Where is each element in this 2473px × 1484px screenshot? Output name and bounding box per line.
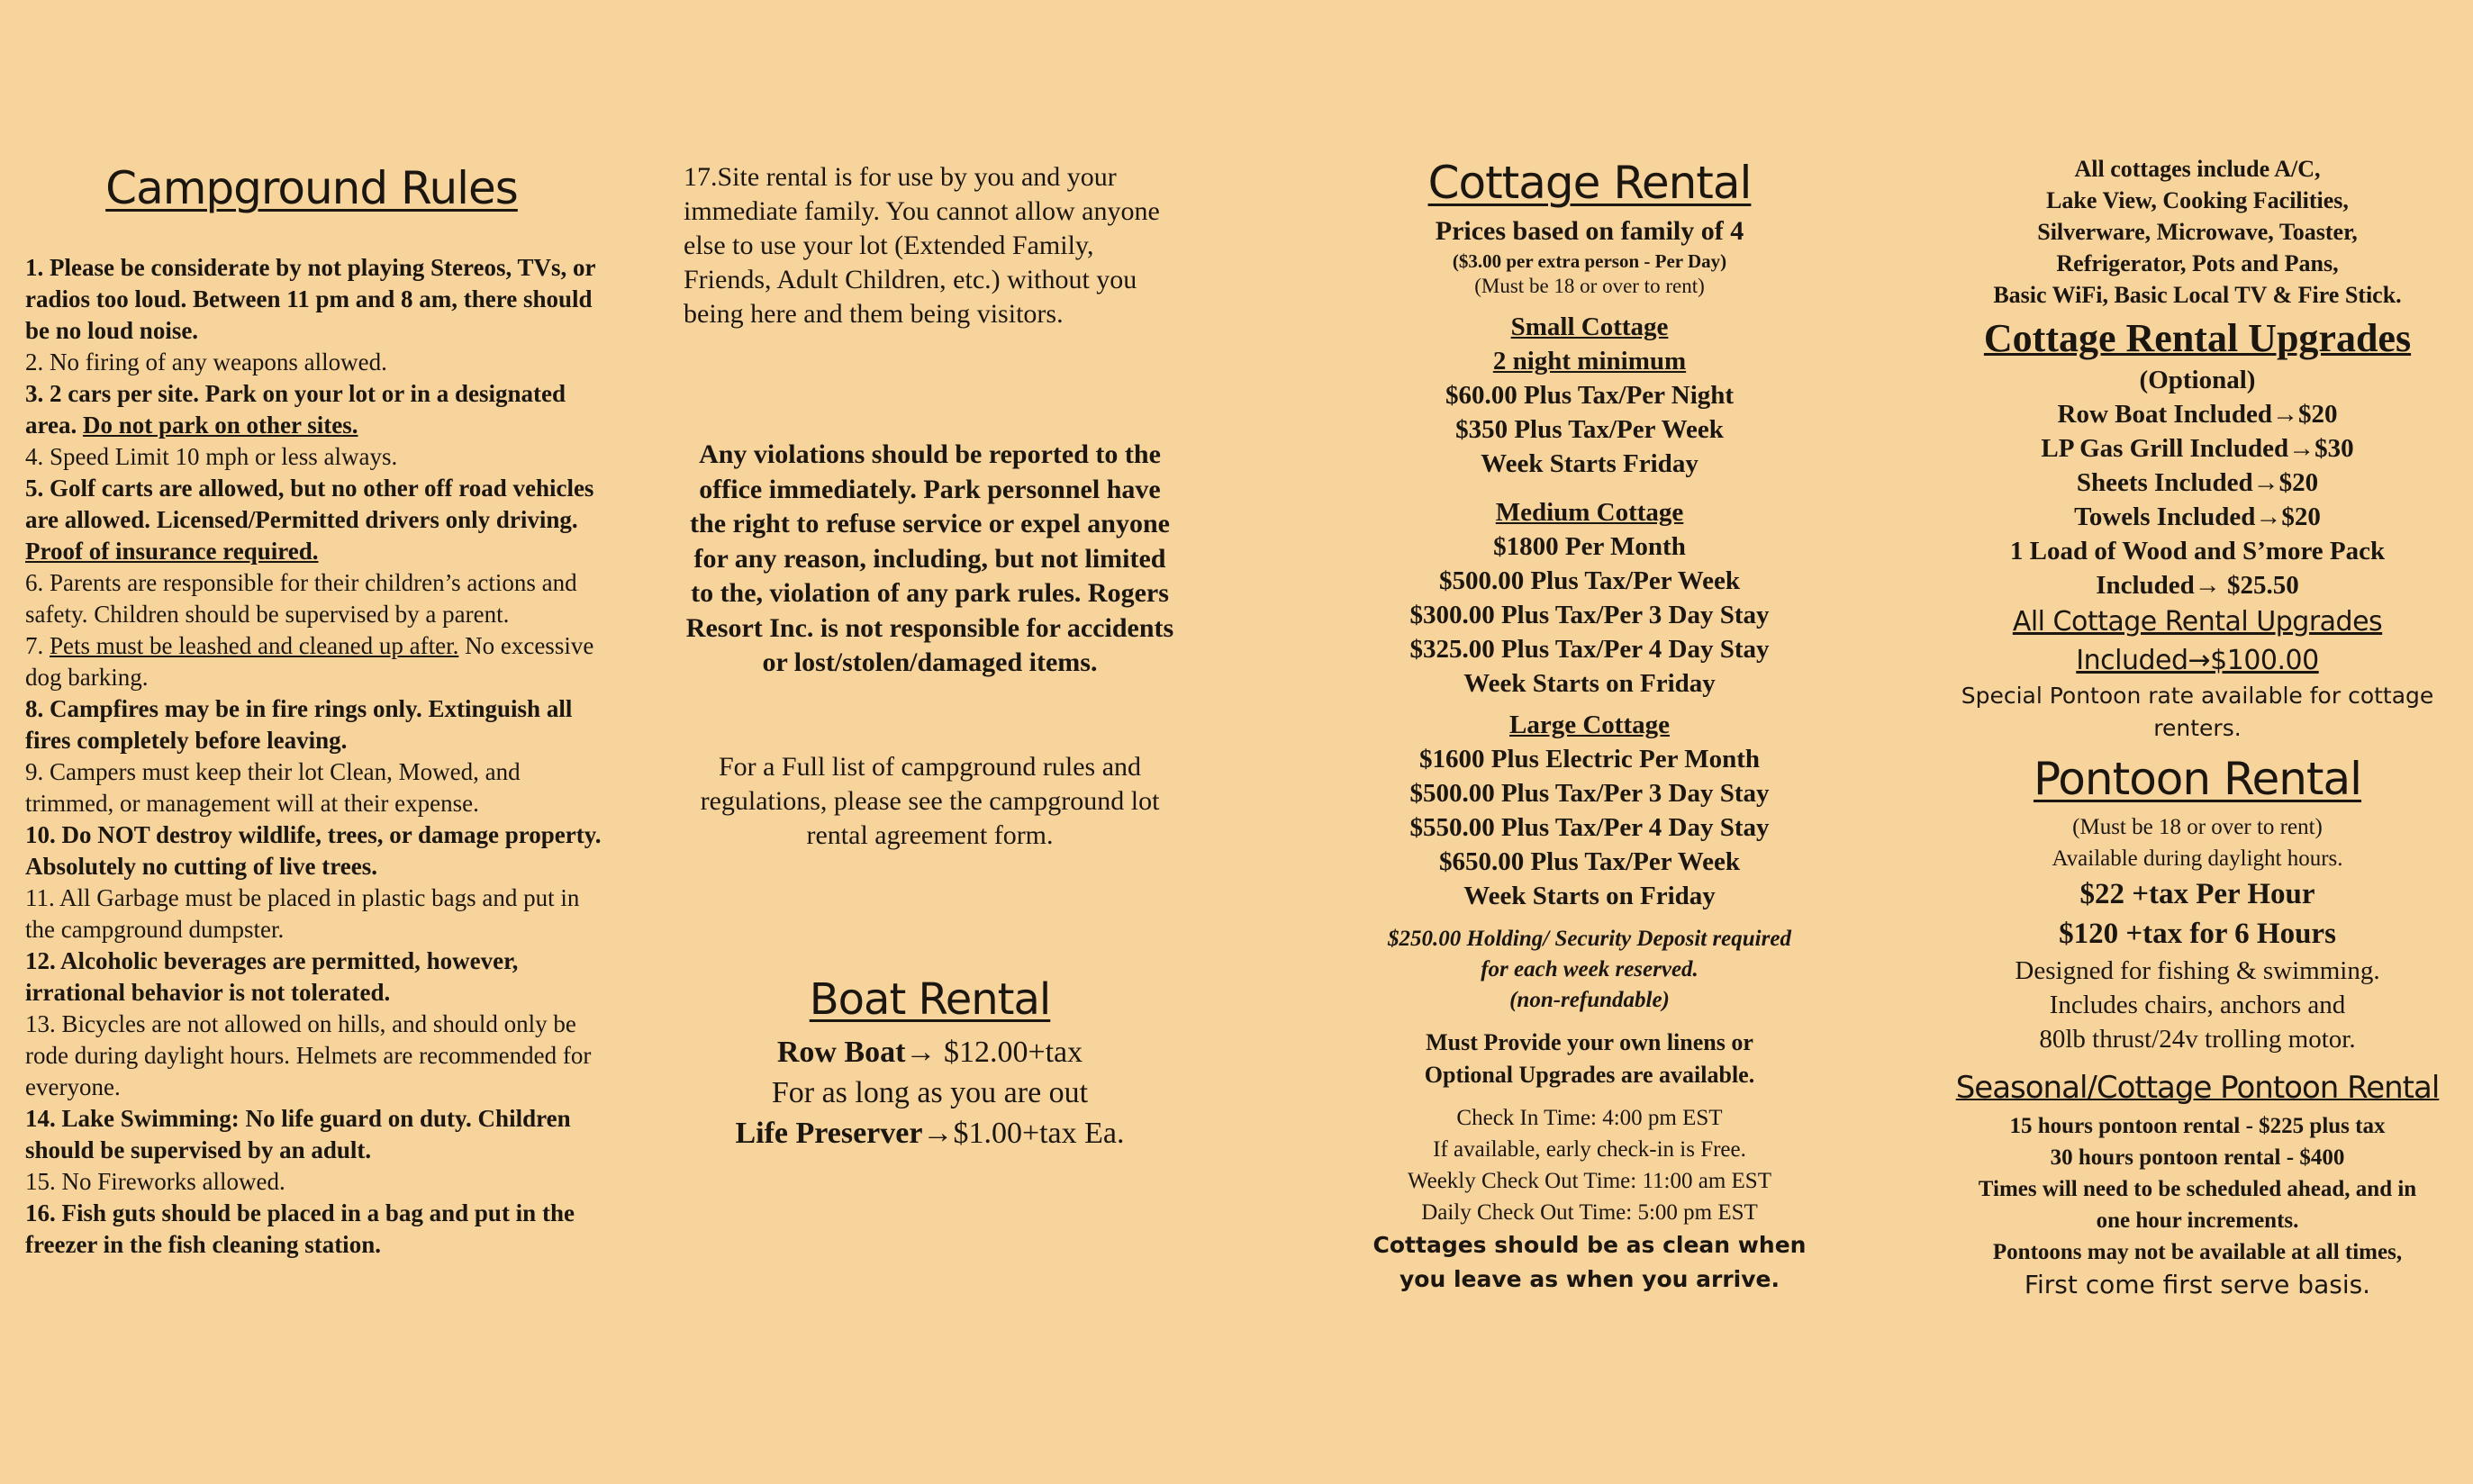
violations-notice: Any violations should be reported to the office immediately. Park personnel have the right to refuse service or expel anyone for any reason, including, but not limited to the, violation of any park rules. Rogers Resort Inc. is not responsible for accidents or lost/stolen/damaged items.: [685, 439, 1174, 677]
rule-17: 17.Site rental is for use by you and your immediate family. You cannot allow anyone else to use your lot (Extended Family, Friends, Adult Children, etc.) without you being here and them being visitors.: [684, 162, 1160, 329]
boat-rental-section: [680, 973, 1180, 1154]
rule-item: [25, 1103, 611, 1166]
rule-item: [25, 1198, 611, 1261]
medium-cottage-section: [1355, 495, 1824, 701]
rule-text: 11. All Garbage must be placed in plastic bags and put in the campground dumpster.: [25, 884, 580, 943]
rule-text: 8. Campfires may be in fire rings only. Extinguish all fires completely before leaving.: [25, 695, 573, 754]
rule-text: 14. Lake Swimming: No life guard on duty. Children should be supervised by an adult.: [25, 1105, 571, 1163]
rules-list: [25, 252, 611, 1261]
cleanliness-note: [1355, 1228, 1824, 1297]
deposit-line: $250.00 Holding/ Security Deposit required: [1388, 927, 1791, 951]
price-line: $500.00 Plus Tax/Per 3 Day Stay: [1409, 779, 1770, 808]
rule-text: 1. Please be considerate by not playing Stereos, TVs, or radios too loud. Between 11 pm and 8 am, there should be no loud noise.: [25, 254, 595, 344]
special-line: renters.: [2153, 715, 2242, 741]
cottage-rental-title: Cottage Rental: [1427, 157, 1752, 209]
rule-item: [25, 819, 611, 882]
rule-text: 2. No firing of any weapons allowed.: [25, 348, 387, 376]
pontoon-rental-title: Pontoon Rental: [2033, 753, 2362, 805]
rule-text: 7.: [25, 632, 50, 659]
rule-item: [25, 1009, 611, 1103]
rule-item: [25, 347, 611, 378]
amenity-line: Lake View, Cooking Facilities,: [2046, 187, 2349, 213]
age-requirement: (Must be 18 or over to rent): [1474, 275, 1705, 297]
rule-text: 3. 2 cars per site. Park on your lot or in a designated area.: [25, 380, 566, 439]
deposit-line: for each week reserved.: [1481, 957, 1698, 982]
seasonal-pontoon-title: Seasonal/Cottage Pontoon Rental: [1955, 1070, 2440, 1106]
rule-text: 4. Speed Limit 10 mph or less always.: [25, 443, 398, 470]
rule-text: Pets must be leashed and cleaned up after.: [50, 632, 459, 659]
large-cottage-section: [1355, 708, 1824, 913]
price-line: $350 Plus Tax/Per Week: [1455, 415, 1724, 444]
time-line: Daily Check Out Time: 5:00 pm EST: [1421, 1200, 1758, 1225]
time-line: If available, early check-in is Free.: [1433, 1137, 1746, 1162]
upgrade-item: LP Gas Grill Included→$30: [2041, 434, 2354, 463]
seasonal-pontoon-details: [1923, 1110, 2472, 1268]
medium-cottage-prices: [1355, 529, 1824, 701]
rule-item: [25, 378, 611, 441]
special-line: Special Pontoon rate available for cottage: [1961, 683, 2434, 709]
rule-item: [25, 756, 611, 819]
rule-item: [25, 693, 611, 756]
life-preserver-label: Life Preserver→: [735, 1117, 954, 1150]
medium-cottage-title: Medium Cottage: [1495, 498, 1684, 527]
rule-text: 9. Campers must keep their lot Clean, Mowed, and trimmed, or management will at their expense.: [25, 758, 521, 817]
row-boat-line: [680, 1032, 1180, 1072]
linens-note: [1355, 1027, 1824, 1091]
upgrade-items: [1923, 397, 2472, 602]
pontoon-availability: Available during daylight hours.: [2052, 846, 2343, 871]
rule-item: [25, 1166, 611, 1198]
rule-text: No excessive dog barking.: [25, 632, 594, 691]
upgrades-title: Cottage Rental Upgrades: [1983, 316, 2412, 360]
upgrade-item: 1 Load of Wood and S’more Pack: [2009, 537, 2386, 566]
large-cottage-prices: [1355, 742, 1824, 913]
amenity-line: Refrigerator, Pots and Pans,: [2056, 250, 2339, 276]
seasonal-line: Pontoons may not be available at all times,: [1992, 1240, 2403, 1264]
extra-person-note: ($3.00 per extra person - Per Day): [1452, 250, 1727, 272]
seasonal-line: 30 hours pontoon rental - $400: [2050, 1145, 2345, 1170]
campground-rules-title: Campground Rules: [105, 162, 518, 214]
price-line: Week Starts Friday: [1481, 449, 1698, 478]
pontoon-description: [1923, 954, 2472, 1056]
time-line: Weekly Check Out Time: 11:00 am EST: [1408, 1169, 1771, 1193]
row-boat-price: $12.00+tax: [936, 1036, 1083, 1069]
large-cottage-title: Large Cottage: [1509, 710, 1670, 739]
special-pontoon-note: [1923, 680, 2472, 745]
rule-item: [25, 536, 611, 567]
price-line: $500.00 Plus Tax/Per Week: [1438, 566, 1741, 595]
rule-item: [25, 882, 611, 946]
rule-text: 15. No Fireworks allowed.: [25, 1168, 285, 1195]
upgrade-item: Included→ $25.50: [2096, 571, 2299, 600]
pontoon-desc-line: 80lb thrust/24v trolling motor.: [2039, 1025, 2356, 1054]
small-cottage-minimum: 2 night minimum: [1492, 347, 1687, 376]
row-boat-note: For as long as you are out: [771, 1076, 1089, 1109]
rule-item: [25, 630, 611, 693]
rule-text: 13. Bicycles are not allowed on hills, and should only be rode during daylight hours. Helmets are recommended for everyone.: [25, 1010, 592, 1100]
first-come-note: First come first serve basis.: [2024, 1270, 2371, 1299]
rule-text: 16. Fish guts should be placed in a bag and put in the freezer in the fish cleaning station.: [25, 1199, 575, 1258]
price-line: $1600 Plus Electric Per Month: [1418, 745, 1760, 774]
clean-line: you leave as when you arrive.: [1400, 1266, 1780, 1292]
pontoon-hourly: $22 +tax Per Hour: [2079, 878, 2315, 910]
check-times: [1355, 1102, 1824, 1228]
small-cottage-prices: [1355, 378, 1824, 481]
price-line: $60.00 Plus Tax/Per Night: [1445, 381, 1735, 410]
pontoon-desc-line: Includes chairs, anchors and: [2049, 991, 2346, 1019]
pontoon-desc-line: Designed for fishing & swimming.: [2015, 956, 2380, 985]
amenity-line: Silverware, Microwave, Toaster,: [2037, 219, 2358, 245]
amenity-line: All cottages include A/C,: [2074, 156, 2321, 182]
rule-item: [25, 252, 611, 347]
rule-text: 12. Alcoholic beverages are permitted, however, irrational behavior is not tolerated.: [25, 947, 519, 1006]
boat-rental-title: Boat Rental: [809, 974, 1051, 1025]
upgrade-item: Row Boat Included→$20: [2057, 400, 2338, 429]
upgrade-item: Towels Included→$20: [2074, 502, 2321, 531]
pontoon-age: (Must be 18 or over to rent): [2072, 815, 2323, 839]
upgrades-optional: (Optional): [2139, 366, 2256, 394]
family-pricing: Prices based on family of 4: [1435, 216, 1744, 246]
price-line: Week Starts on Friday: [1463, 669, 1716, 698]
rule-item: [25, 946, 611, 1009]
price-line: $650.00 Plus Tax/Per Week: [1438, 847, 1741, 876]
price-line: $325.00 Plus Tax/Per 4 Day Stay: [1409, 635, 1770, 664]
amenity-line: Basic WiFi, Basic Local TV & Fire Stick.: [1993, 282, 2402, 308]
rule-text: 5. Golf carts are allowed, but no other off road vehicles are allowed. Licensed/Permitted drivers only driving.: [25, 475, 594, 533]
price-line: $300.00 Plus Tax/Per 3 Day Stay: [1409, 601, 1770, 629]
small-cottage-title: Small Cottage: [1510, 312, 1669, 341]
deposit-note: [1355, 924, 1824, 1016]
rule-text: Proof of insurance required.: [25, 538, 319, 565]
time-line: Check In Time: 4:00 pm EST: [1456, 1106, 1723, 1130]
rule-item: [25, 473, 611, 536]
life-preserver-line: [680, 1113, 1180, 1154]
rule-item: [25, 441, 611, 473]
price-line: $1800 Per Month: [1493, 532, 1686, 561]
linens-line: Must Provide your own linens or: [1426, 1029, 1753, 1055]
rule-item: [25, 567, 611, 630]
clean-line: Cottages should be as clean when: [1372, 1232, 1807, 1258]
upgrade-item: Sheets Included→$20: [2076, 468, 2319, 497]
seasonal-line: 15 hours pontoon rental - $225 plus tax: [2009, 1114, 2386, 1138]
row-boat-label: Row Boat→: [776, 1036, 937, 1069]
rule-text: 10. Do NOT destroy wildlife, trees, or damage property. Absolutely no cutting of live trees.: [25, 821, 602, 880]
rule-text: Do not park on other sites.: [82, 412, 358, 439]
seasonal-line: Times will need to be scheduled ahead, and in: [1978, 1177, 2417, 1201]
price-line: Week Starts on Friday: [1463, 882, 1716, 910]
seasonal-line: one hour increments.: [2096, 1208, 2299, 1233]
small-cottage-section: [1355, 310, 1824, 481]
deposit-line: (non-refundable): [1509, 988, 1670, 1012]
linens-line: Optional Upgrades are available.: [1424, 1062, 1755, 1088]
price-line: $550.00 Plus Tax/Per 4 Day Stay: [1409, 813, 1770, 842]
full-list-note: For a Full list of campground rules and regulations, please see the campground lot rental agreement form.: [700, 752, 1160, 850]
life-preserver-price: $1.00+tax Ea.: [953, 1117, 1125, 1150]
rule-text: 6. Parents are responsible for their children’s actions and safety. Children should be supervised by a parent.: [25, 569, 577, 628]
pontoon-six-hours: $120 +tax for 6 Hours: [2059, 918, 2336, 950]
all-upgrades-line2: Included→$100.00: [2076, 645, 2319, 676]
all-upgrades-line1: All Cottage Rental Upgrades: [2012, 606, 2383, 638]
cottage-amenities: [1923, 153, 2472, 311]
